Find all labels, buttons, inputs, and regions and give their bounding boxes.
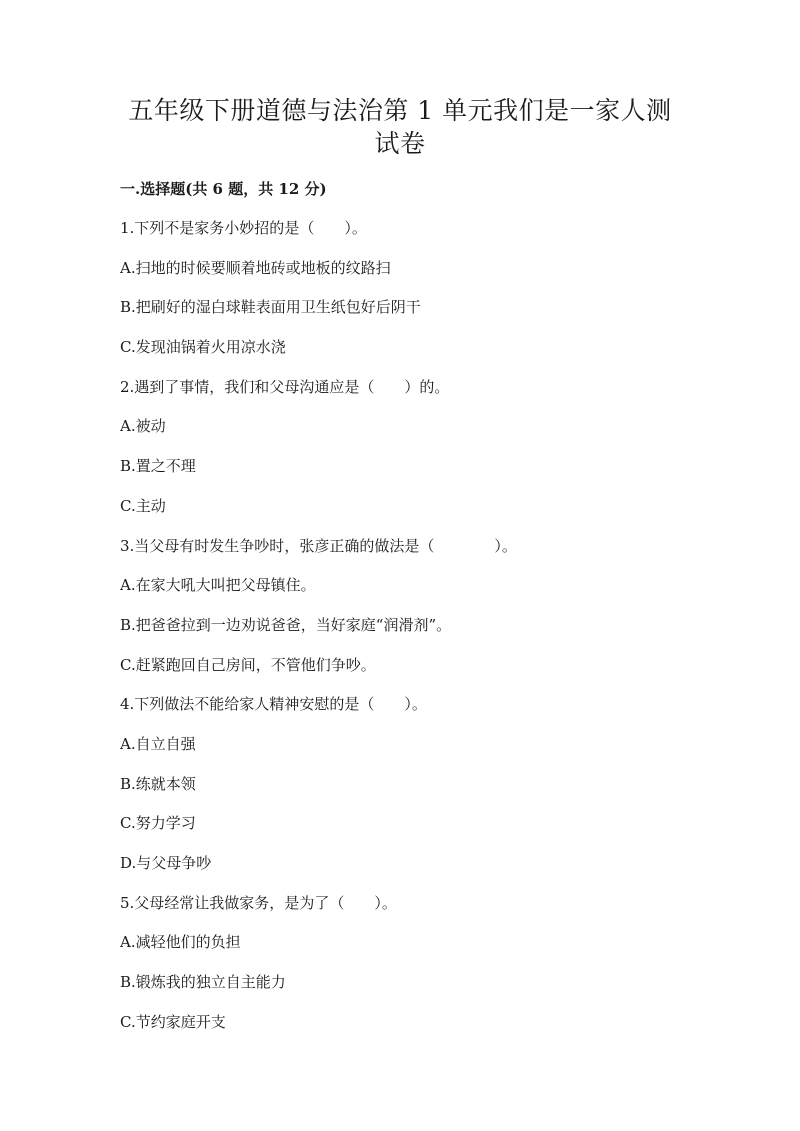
question-option: B.把爸爸拉到一边劝说爸爸，当好家庭“润滑剂”。	[120, 615, 452, 634]
question-stem: 1.下列不是家务小妙招的是（ ）。	[120, 219, 367, 237]
question-option: C.主动	[120, 496, 166, 515]
question-option: C.发现油锅着火用凉水浇	[120, 338, 286, 357]
question-option: A.扫地的时候要顺着地砖或地板的纹路扫	[120, 258, 391, 277]
question-option: B.置之不理	[120, 457, 196, 476]
question-option: B.把刷好的湿白球鞋表面用卫生纸包好后阴干	[120, 298, 421, 317]
question-list	[120, 217, 680, 1050]
question-stem: 2.遇到了事情，我们和父母沟通应是（ ）的。	[120, 377, 450, 396]
question-option: A.被动	[120, 417, 166, 436]
question-stem: 3.当父母有时发生争吵时，张彦正确的做法是（ ）。	[120, 536, 517, 555]
question-stem: 5.父母经常让我做家务，是为了（ ）。	[120, 893, 397, 912]
question-option: C.节约家庭开支	[120, 1012, 226, 1031]
question-option: C.努力学习	[120, 814, 196, 833]
question-option: A.自立自强	[120, 734, 196, 753]
question-option: B.练就本领	[120, 774, 196, 793]
document-title: 五年级下册道德与法治第 1 单元我们是一家人测试卷	[128, 96, 672, 158]
question-option: C.赶紧跑回自己房间，不管他们争吵。	[120, 655, 376, 674]
question-option: A.减轻他们的负担	[120, 933, 241, 952]
question-option: B.锻炼我的独立自主能力	[120, 973, 286, 992]
section-heading: 一.选择题(共 6 题，共 12 分)	[120, 180, 327, 198]
question-stem: 4.下列做法不能给家人精神安慰的是（ ）。	[120, 695, 427, 714]
question-option: D.与父母争吵	[120, 854, 212, 872]
question-option: A.在家大吼大叫把父母镇住。	[120, 576, 316, 595]
